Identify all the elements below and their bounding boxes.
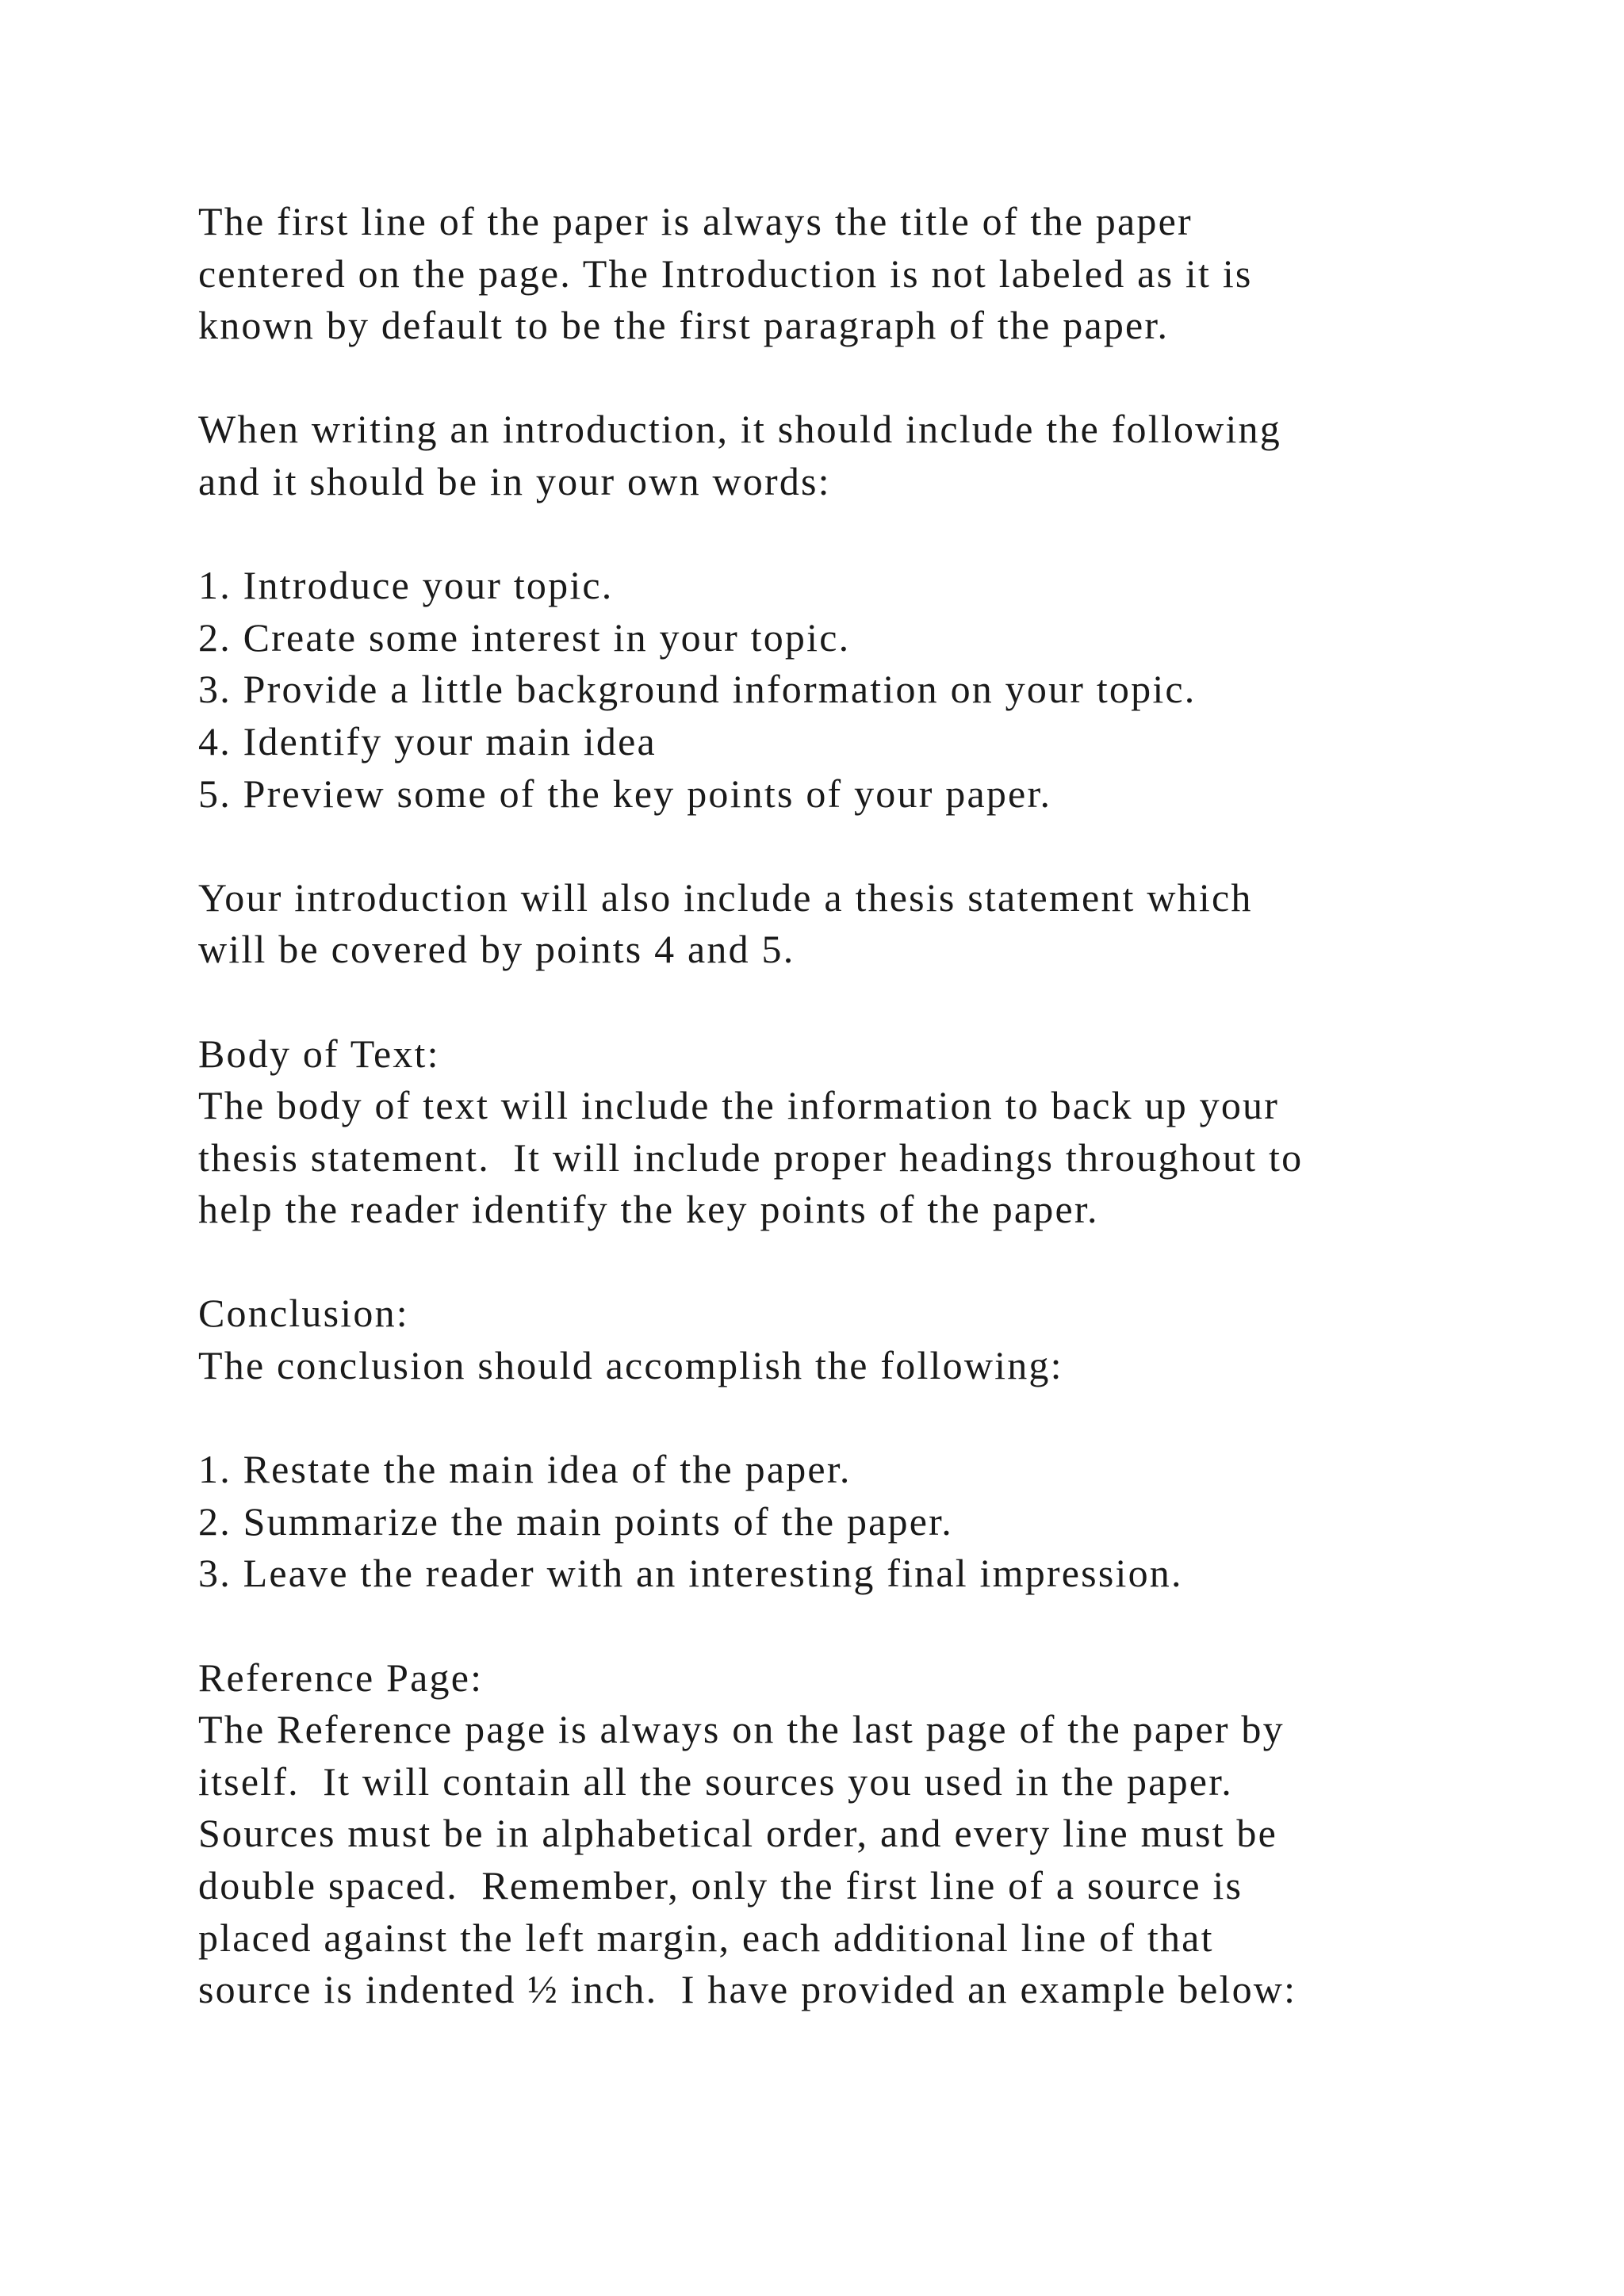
text-line: known by default to be the first paragraph of the paper. xyxy=(198,303,1170,348)
paragraph-writing-intro xyxy=(198,404,1499,507)
text-line: will be covered by points 4 and 5. xyxy=(198,927,795,972)
text-line: The first line of the paper is always the title of the paper xyxy=(198,199,1193,243)
section-heading: Reference Page: xyxy=(198,1655,484,1700)
conclusion-list xyxy=(198,1444,1499,1600)
list-item: 1. Introduce your topic. xyxy=(198,563,614,608)
section-heading: Conclusion: xyxy=(198,1291,409,1336)
list-item: 4. Identify your main idea xyxy=(198,718,657,763)
list-item: 2. Create some interest in your topic. xyxy=(198,614,851,660)
text-line: Your introduction will also include a thesis statement which xyxy=(198,874,1253,920)
list-item: 3. Leave the reader with an interesting final impression. xyxy=(198,1551,1183,1596)
text-line: When writing an introduction, it should include the following xyxy=(198,407,1281,452)
text-line: source is indented ½ inch. I have provided an example below: xyxy=(198,1967,1297,2012)
text-line: and it should be in your own words: xyxy=(198,458,831,503)
list-item: 5. Preview some of the key points of your paper. xyxy=(198,771,1052,816)
section-heading: Body of Text: xyxy=(198,1031,440,1076)
section-body-of-text xyxy=(198,1028,1499,1236)
paragraph-gap xyxy=(198,352,1499,404)
text-line: The body of text will include the information to back up your xyxy=(198,1083,1280,1128)
paragraph-gap xyxy=(198,508,1499,561)
paragraph-gap xyxy=(198,1600,1499,1652)
paragraph-gap xyxy=(198,1392,1499,1445)
list-item: 3. Provide a little background information on your topic. xyxy=(198,667,1197,712)
intro-list xyxy=(198,560,1499,820)
text-line: centered on the page. The Introduction is not labeled as it is xyxy=(198,251,1253,296)
list-item: 2. Summarize the main points of the paper. xyxy=(198,1498,953,1544)
paragraph-thesis xyxy=(198,872,1499,976)
list-item: 1. Restate the main idea of the paper. xyxy=(198,1447,852,1492)
section-conclusion xyxy=(198,1288,1499,1391)
paragraph-intro xyxy=(198,196,1499,352)
text-line: placed against the left margin, each additional line of that xyxy=(198,1915,1214,1960)
text-line: The Reference page is always on the last page of the paper by xyxy=(198,1707,1285,1752)
text-line: itself. It will contain all the sources you used in the paper. xyxy=(198,1758,1233,1804)
paragraph-gap xyxy=(198,1236,1499,1288)
section-reference-page xyxy=(198,1652,1499,2016)
paragraph-gap xyxy=(198,820,1499,872)
text-line: help the reader identify the key points of the paper. xyxy=(198,1187,1099,1232)
text-line: double spaced. Remember, only the first line of a source is xyxy=(198,1863,1243,1908)
text-line: thesis statement. It will include proper headings throughout to xyxy=(198,1135,1304,1180)
document-body xyxy=(198,196,1499,2016)
text-line: Sources must be in alphabetical order, and every line must be xyxy=(198,1811,1277,1856)
paragraph-gap xyxy=(198,976,1499,1028)
text-line: The conclusion should accomplish the following: xyxy=(198,1343,1063,1388)
